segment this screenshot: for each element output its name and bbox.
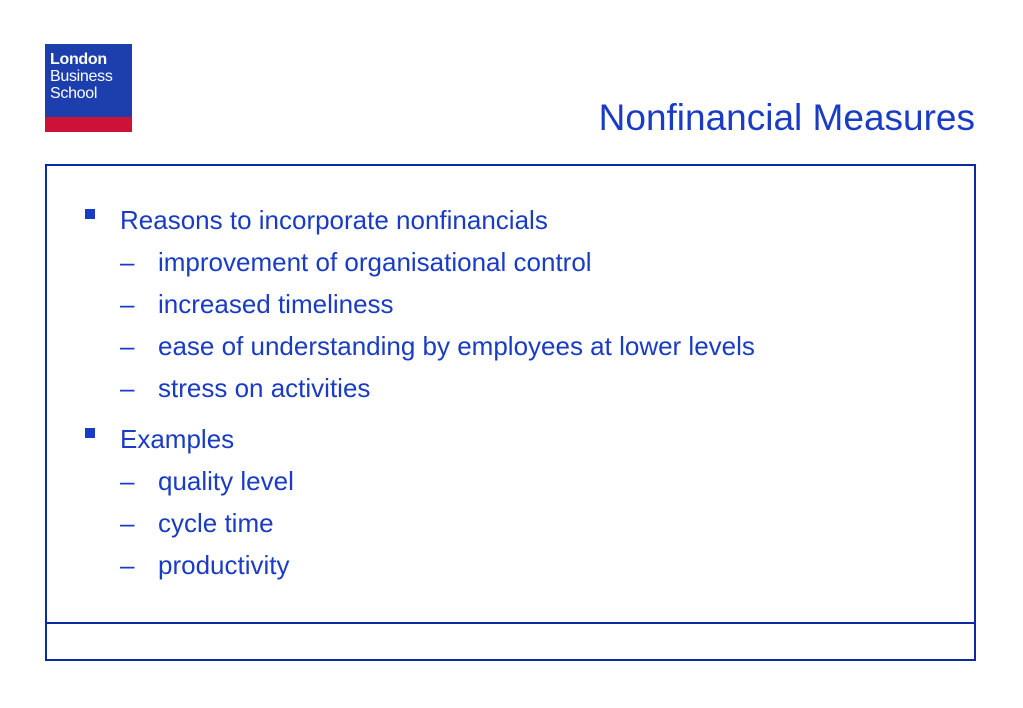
- logo-line-school: School: [50, 85, 98, 102]
- sub-item-text: improvement of organisational control: [158, 247, 592, 277]
- dash-marker: –: [120, 550, 135, 580]
- sub-item-text: quality level: [158, 466, 294, 496]
- footer-divider: [47, 622, 974, 624]
- square-bullet-icon: [85, 209, 95, 219]
- sub-list-reasons: [120, 241, 955, 409]
- sub-item-text: cycle time: [158, 508, 274, 538]
- dash-marker: –: [120, 247, 135, 277]
- bullet-text: Reasons to incorporate nonfinancials: [120, 205, 548, 235]
- slide-title: Nonfinancial Measures: [598, 97, 975, 138]
- sub-item: [120, 460, 955, 502]
- london-business-school-logo: [45, 44, 132, 132]
- logo-text: [50, 51, 113, 102]
- square-bullet-icon: [85, 428, 95, 438]
- sub-item: [120, 325, 955, 367]
- sub-item-text: productivity: [158, 550, 290, 580]
- dash-marker: –: [120, 373, 135, 403]
- bullet-reasons: [85, 199, 955, 409]
- sub-item: [120, 367, 955, 409]
- bullet-list: [85, 199, 955, 595]
- sub-item-text: ease of understanding by employees at lower levels: [158, 331, 755, 361]
- dash-marker: –: [120, 466, 135, 496]
- dash-marker: –: [120, 508, 135, 538]
- sub-list-examples: [120, 460, 955, 586]
- bullet-examples: [85, 418, 955, 586]
- sub-item-text: stress on activities: [158, 373, 371, 403]
- dash-marker: –: [120, 289, 135, 319]
- sub-item: [120, 283, 955, 325]
- bullet-text: Examples: [120, 424, 235, 454]
- sub-item: [120, 544, 955, 586]
- sub-item: [120, 502, 955, 544]
- logo-line-london: London: [50, 51, 107, 68]
- content-box: [45, 164, 976, 661]
- logo-line-business: Business: [50, 68, 113, 85]
- logo-red-bar: [45, 117, 132, 132]
- sub-item: [120, 241, 955, 283]
- dash-marker: –: [120, 331, 135, 361]
- sub-item-text: increased timeliness: [158, 289, 394, 319]
